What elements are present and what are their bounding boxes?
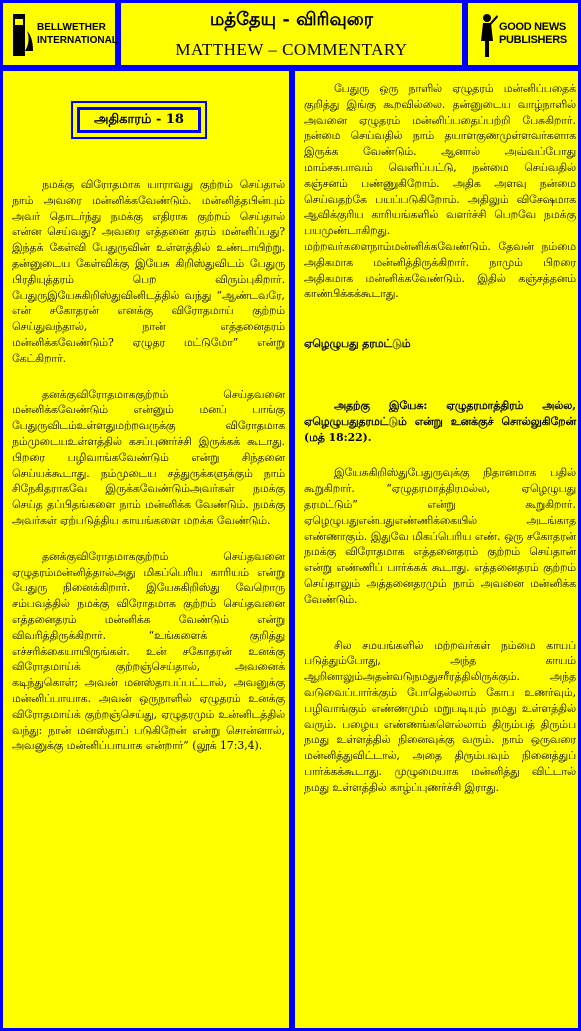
bell-tower-icon xyxy=(11,11,35,59)
left-column-text xyxy=(12,177,285,774)
paragraph: சில சமயங்களில் மற்றவர்கள் நம்மை காயப் படுத்தும்போது, அந்த காயம் ஆறினாலும்அதன்வடுநமதுசரீரத்திலிருக்கும். அந்த வடுவைப்பார்க்கும் போதெல்லாம் கோப உணர்வும், பழிவாங்கும் எண்ணமும் மறுபடியும் நமது உள்ளத்தில் வரும். பழைய எண்ணங்களெல்லாம் திரும்பத் திரும்ப நமது உள்ளத்தில் நினைவுக்கு வரும். நாம் ஒருவரை மன்னித்துவிட்டால், அதை திரும்பவும் நினைத்துப் பார்க்கக்கூடாது. முழுமையாக மன்னித்து விட்டால் நமது உள்ளத்தில் காழ்ப்புணர்ச்சி இராது. xyxy=(304,638,576,794)
scripture-quote: அதற்கு இயேசு: ஏழுதரமாத்திரம் அல்ல, ஏழெழுபதுதரமட்டும் என்று உனக்குச் சொல்லுகிறேன் (மத் 18:22). xyxy=(304,398,576,444)
title-tamil: மத்தேயு - விரிவுரை xyxy=(209,9,374,30)
paragraph: தனக்குவிரோதமாககுற்றம் செய்தவனை மன்னிக்கவேண்டும் என்னும் மனப் பாங்கு பேதுருவிடம்உள்ளதுமற்றவருக்கு விரோதமாக நம்முடையஉள்ளத்தில் கசப்புணர்ச்சி இருக்கக் கூடாது. பிறரை பழிவாங்கவேண்டும் என்று சிந்தனை செய்யக்கூடாது. நம்முடைய சத்துருக்களுக்கும் நாம் சிநேகிதராகவே இருக்கவேண்டும்அவர்கள் நமக்கு செய்த தப்பிதங்களை நாம் மன்னிக்க வேண்டும். நமக்கு அவர்கள் ஏற்படுத்திய காயங்களை மறக்க வேண்டும். xyxy=(12,387,285,527)
paragraph: பேதுரு ஒரு நாளில் ஏழுதரம் மன்னிப்பதைக் குறித்து இங்கு கூறவில்லை. தன்னுடைய வாழ்நாளில் அவனை ஏழுதரம் மன்னிப்பதைப்பற்றி பேசுகிறார். நன்மை செய்வதில் நாம் தயாளகுணமுள்ளவர்களாக இருக்க வேண்டும். ஆனால் அவ்வப்போது மாம்சசுபாவம் வெளிப்பட்டு, நன்மை செய்வதில் கஞ்சனம் பண்ணுகிறோம். அதிக அளவு நன்மை செய்வதற்கே பயப்படுகிறோம். அதிலும் விசேஷமாக ஆவிக்குரிய காரியங்களில் வளர்ச்சி பெறவே நமக்கு பயமுண்டாகிறது. மற்றவர்களைநாம்மன்னிக்கவேண்டும். தேவன் நம்மை அதிகமாக மன்னித்திருக்கிறார். நாமும் பிறரை அதிகமாக மன்னிக்கவேண்டும். இதில் கஞ்சத்தனம் காண்பிக்கக்கூடாது. xyxy=(304,82,576,301)
good-news-logo xyxy=(471,9,579,63)
left-column xyxy=(0,68,292,1031)
right-logo-line2: PUBLISHERS xyxy=(499,34,567,46)
paragraph: தனக்குவிரோதமாககுற்றம் செய்தவனை ஏழுதரம்மன்னித்தால்அது மிகப்பெரிய காரியம் என்று பேதுரு நினைக்கிறார். இயேசுகிறிஸ்து வேறொரு சம்பவத்தில் நமக்கு விரோதமாக குற்றம் செய்தவனை எத்தனைதரம் மன்னிக்க வேண்டும் என்று விவரித்திருக்கிறார். “உங்களைக் குறித்து எச்சரிக்கையாயிருங்கள். உன் சகோதரன் உனக்கு விரோதமாய்க் குற்றஞ்செய்தால், அவனைக் கடிந்துகொள்; அவன் மனஸ்தாபப்பட்டால், அவனுக்கு மன்னிப்பாயாக. அவன் ஒருநாளில் ஏழுதரம் உனக்கு விரோதமாய்க் குற்றஞ்செய்து, ஏழுதரமும் உன்னிடத்தில் வந்து: நான் மனஸ்தாப் படுகிறேன் என்று சொன்னால், அவனுக்கு மன்னிப்பாயாக என்றார்” (லூக் 17:3,4). xyxy=(12,549,285,753)
bellwether-logo xyxy=(7,9,118,63)
right-logo-line1: GOOD NEWS xyxy=(499,21,566,33)
header-title-panel xyxy=(118,0,465,68)
chapter-label-box xyxy=(71,101,207,139)
title-english: MATTHEW – COMMENTARY xyxy=(175,40,408,59)
messenger-figure-icon xyxy=(475,11,499,59)
paragraph: நமக்கு விரோதமாக யாராவது குற்றம் செய்தால் நாம் அவரை மன்னிக்கவேண்டும். மன்னித்தபின்பும் அவர் தொடர்ந்து நமக்கு எதிராக குற்றம் செய்தால் என்ன செய்வது? அவரை எத்தனை தரம் மன்னிப்பது? இந்தக் கேள்வி பேதுருவின் உள்ளத்தில் உண்டாயிற்று. தன்னுடைய கேள்விக்கு இயேசு கிறிஸ்துவிடம் பேதுரு பிரதியுத்தரம் பெற விரும்புகிறார். பேதுருஇயேசுகிறிஸ்துவினிடத்தில் வந்து “ஆண்டவரே, என் சகோதரன் எனக்கு விரோதமாய் குற்றம் செய்துவந்தால், நான் எத்தனைதரம் மன்னிக்கவேண்டும்? ஏழுதர மட்டுமோ” என்று கேட்கிறார். xyxy=(12,178,285,365)
header-left-panel xyxy=(0,0,118,68)
chapter-label: அதிகாரம் - 18 xyxy=(77,107,201,133)
header-right-panel xyxy=(465,0,581,68)
right-column xyxy=(292,68,581,1031)
left-logo-line1: BELLWETHER xyxy=(37,22,106,33)
section-heading: ஏழெழுபது தரமட்டும் xyxy=(304,337,411,351)
paragraph: இயேசுகிறிஸ்துபேதுருவுக்கு நிதானமாக பதில் கூறுகிறார். “ஏழுதரமாத்திரமல்ல, ஏழெழுபது தரமட்டும்” என்று கூறுகிறார். ஏழெழுபதுஎன்பதுஎண்ணிக்கையில் அடங்காத எண்ணாகும். இதுவே மிகப்பெரிய எண். ஒரு சகோதரன் நமக்கு விரோதமாக எத்தனைதரம் குற்றம் செய்தான் என்று எண்ணிப் பார்க்கக் கூடாது. எத்தனைதரம் குற்றம் செய்தாலும் அத்தனைதரமும் நாம் அவனை மன்னிக்க வேண்டும். xyxy=(304,466,576,606)
left-logo-line2: INTERNATIONAL xyxy=(37,35,118,46)
right-column-text xyxy=(304,81,576,815)
